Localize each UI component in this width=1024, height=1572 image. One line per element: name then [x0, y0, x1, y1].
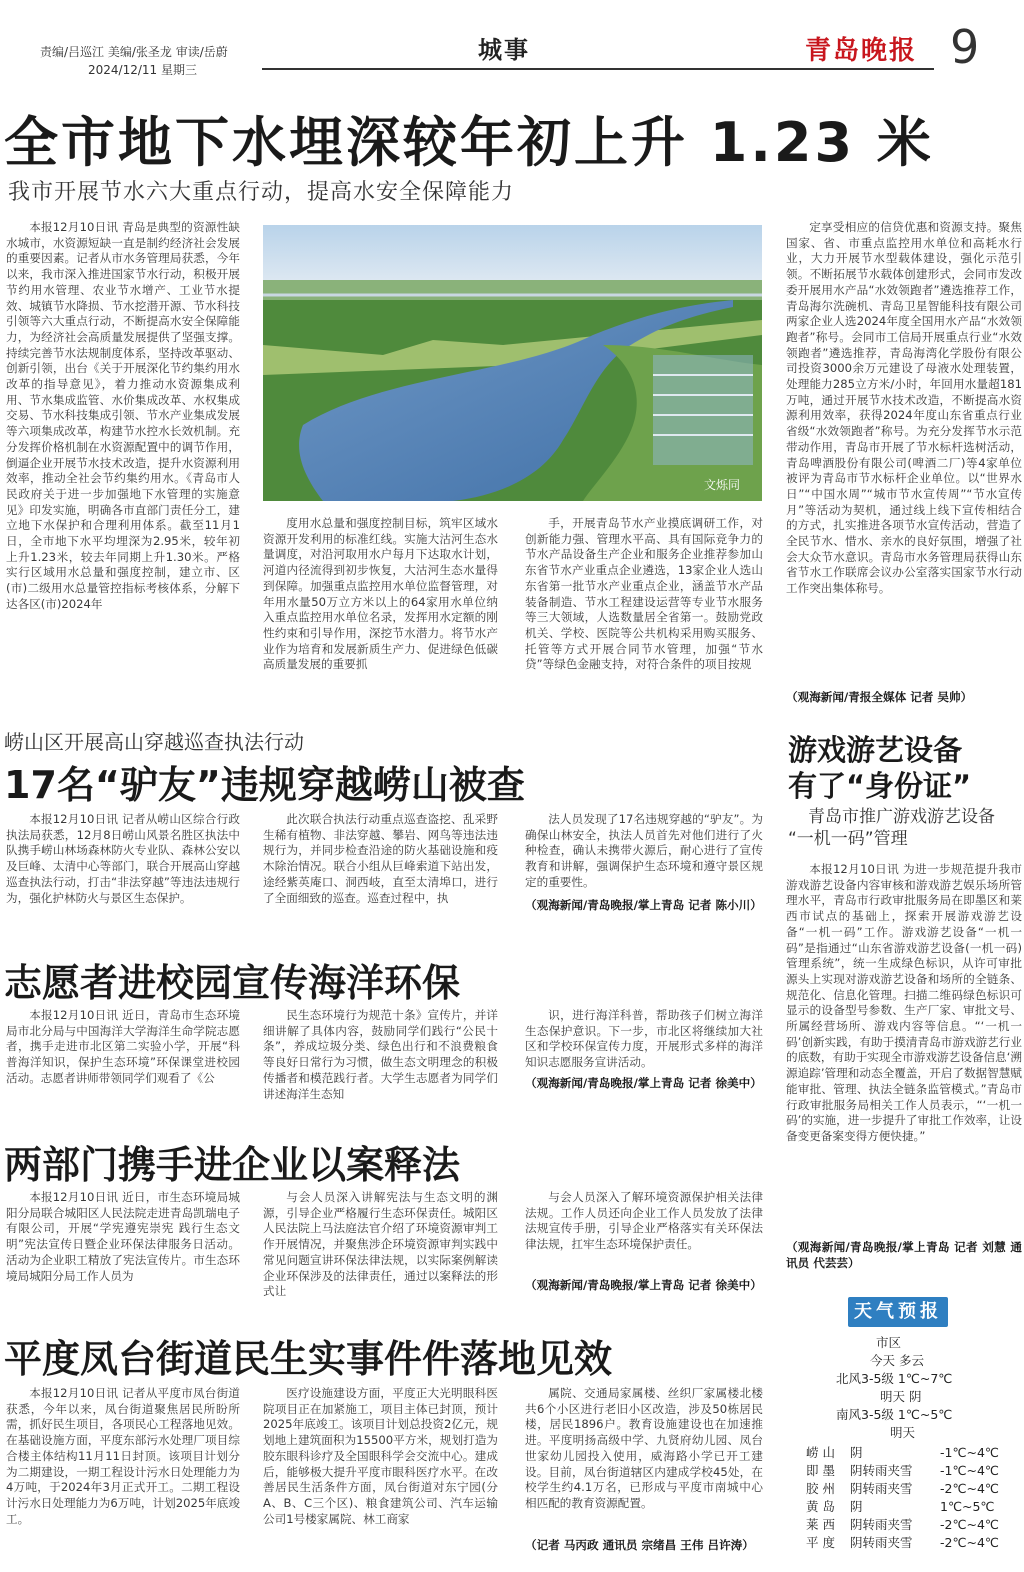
lead-column-2: 度用水总量和强度控制目标，筑牢区域水资源开发利用的标准红线。实施大沽河生态水量调度，对沿河取用水户每月下达取水计划，河道内径流得到初步恢复，大沽河生态水量得到保障。加强重点监控用水单位监督管理，对年用水量50万立方米以上的64家用水单位纳入重点监控用水单位名录，发挥用水定额的刚性约束和引导作用，深挖节水潜力。将节水产业作为培育和发展新质生产力、促进绿色低碳高质量发展的重要抓 [263, 516, 498, 672]
weather-city: 即 墨 [806, 1463, 835, 1478]
a5-headline: 平度凤台街道民生实事件件落地见效 [4, 1337, 613, 1381]
weather-city: 莱 西 [806, 1517, 835, 1532]
a4-byline: （观海新闻/青岛晚报/掌上青岛 记者 徐美中） [525, 1278, 762, 1292]
a5-byline: （记者 马丙政 通讯员 宗绪昌 王伟 吕许涛） [525, 1538, 754, 1552]
weather-tomorrow-2: 明天 [890, 1425, 916, 1440]
weather-table [806, 1444, 1020, 1552]
photo-credit: 文烁同 [703, 478, 740, 492]
a3-column-3: 识，进行海洋科普，帮助孩子们树立海洋生态保护意识。下一步，市北区将继续加大社区和学校环保宣传力度，开展形式多样的海洋知识志愿服务宣讲活动。 [525, 1008, 763, 1070]
river-photo-image [263, 225, 762, 501]
lead-headline: 全市地下水埋深较年初上升 1.23 米 [4, 111, 934, 174]
a6-headline-line1: 游戏游艺设备 [788, 733, 963, 767]
weather-condition: 阴 [850, 1499, 863, 1514]
weather-condition: 阴转雨夹雪 [850, 1535, 913, 1550]
a6-subtitle-line2: “一机一码”管理 [788, 829, 908, 849]
a2-headline: 17名“驴友”违规穿越崂山被查 [4, 763, 525, 807]
lead-column-3: 手，开展青岛节水产业摸底调研工作，对创新能力强、管理水平高、具有国际竞争力的节水产品设备生产企业和服务企业推荐参加山东省节水产业重点企业遴选，13家企业人选山东省第一批节水产业重点企业，涵盖节水产品装备制造、节水工程建设运营等专业节水服务等三大领域，人选数量居全省第一。鼓励党政机关、学校、医院等公共机构采用购买服务、托管等方式开展合同节水管理，加强“节水贷”等绿色金融支持，对符合条件的项目按规 [525, 516, 763, 672]
a5-column-1: 本报12月10日讯 记者从平度市凤台街道获悉，今年以来，凤台街道聚焦居民所盼所需，抓好民生项目，各项民心工程落地见效。在基础设施方面，平度东部污水处理厂项目综合楼主体结构11月11日封顶。该项目计划分为二期建设，一期工程设计污水日处理能力为4万吨，于2024年3月正式开工。二期工程设计污水日处理能力为6万吨，计划2025年底竣工。 [6, 1386, 240, 1526]
a6-body: 本报12月10日讯 为进一步规范提升我市游戏游艺设备内容审核和游戏游艺娱乐场所管理水平，青岛市行政审批服务局在即墨区和莱西市试点的基础上，探索开展游戏游艺设备“一机一码”工作。游戏游艺设备“一机一码”是指通过“山东省游戏游艺设备(一机一码)管理系统”，统一生成绿色标识，从许可审批源头上实现对游戏游艺设备和场所的全链条、规范化、信息化管理。扫描二维码绿色标识可显示的设备型号参数、生产厂家、审批文号、所属经营场所、游戏内容等信息。“‘一机一码’创新实践，有助于摸清青岛市游戏游艺行业的底数，有助于实现全市游戏游艺设备信息‘溯源追踪’管理和动态全覆盖，开启了数据智慧赋能审批、管理、执法全链条监管模式。”青岛市行政审批服务局相关工作人员表示，“‘一机一码’的实施，进一步提升了审批工作效率，让设备变更备案变得方便快捷。” [786, 862, 1022, 1143]
weather-city: 黄 岛 [806, 1499, 835, 1514]
editors-line: 责编/吕巡江 美编/张圣龙 审读/岳蔚 [40, 45, 228, 59]
a2-column-1: 本报12月10日讯 记者从崂山区综合行政执法局获悉，12月8日崂山风景名胜区执法中队携手崂山林场森林防火专业队、森林公安以及巨峰、太清中心等部门，联合开展高山穿越巡查执法行动，打击“非法穿越”等违法违规行为，强化护林防火与景区生态保护。 [6, 812, 240, 905]
a5-column-3: 属院、交通局家属楼、丝织厂家属楼北楼共6个小区进行老旧小区改造，涉及50栋居民楼，居民1896户。教育设施建设也在加速推进。平度明扬高级中学、九贤府幼儿园、凤台世家幼儿园投入使用，威海路小学已开工建设。目前，凤台街道辖区内建成学校45处，在校学生约4.1万名，已形成与平度市南城中心相匹配的教育资源配置。 [525, 1386, 763, 1510]
a6-headline-line2: 有了“身份证” [788, 769, 972, 803]
weather-condition: 阴转雨夹雪 [850, 1481, 913, 1496]
newspaper-logo: 青岛晚报 [805, 36, 918, 66]
weather-tomorrow-wind: 南风3-5级 1℃~5℃ [836, 1407, 953, 1422]
weather-row [806, 1444, 1020, 1462]
weather-row [806, 1480, 1020, 1498]
a4-column-1: 本报12月10日讯 近日，市生态环境局城阳分局联合城阳区人民法院走进青岛凯瑞电子有限公司，开展“学宪遵宪崇宪 践行生态文明”宪法宣传日暨企业环保法律服务日活动。活动为企业职工精放了宪法宣传片。市生态环境局城阳分局工作人员为 [6, 1190, 240, 1283]
a4-column-3: 与会人员深入了解环境资源保护相关法律法规。工作人员还向企业工作人员发放了法律法规宣传手册，引导企业严格落实有关环保法律法规，扛牢生态环境保护责任。 [525, 1190, 763, 1252]
a6-subtitle-line1: 青岛市推广游戏游艺设备 [808, 807, 995, 827]
weather-temp: 1℃~5℃ [940, 1499, 995, 1514]
lead-column-1: 本报12月10日讯 青岛是典型的资源性缺水城市，水资源短缺一直是制约经济社会发展的重要因素。记者从市水务管理局获悉，今年以来，我市深入推进国家节水行动，积极开展节约用水管理、农业节水增产、工业节水提效、城镇节水降损、节水挖潜开源、节水科技引领等六大重点行动，不断提高水安全保障能力，为经济社会高质量发展提供了坚强支撑。持续完善节水法规制度体系，坚持改革驱动、创新引领，出台《关于开展深化节约集约用水改革的指导意见》，着力推动水资源集成利用、节水集成监管、水价集成改革、水权集成交易、节水科技集成引领、节水产业集成发展等六项集成改革，构建节水控水长效机制。充分发挥价格机制在水资源配置中的调节作用，倒逼企业开展节水技术改造，提升水资源利用效率，推动全社会节约集约用水。《青岛市人民政府关于进一步加强地下水管理的实施意见》印发实施，明确各市直部门责任分工，建立地下水保护和合理利用体系。截至11月1日，全市地下水平均埋深为2.95米，较年初上升1.23米，较去年同期上升1.30米。严格实行区域用水总量和强度控制，建立市、区(市)二级用水总量管控指标考核体系，分解下达各区(市)2024年 [6, 220, 240, 611]
river-aerial-photo [263, 225, 762, 501]
a5-column-2: 医疗设施建设方面，平度正大光明眼科医院项目正在加紧施工，项目主体已封顶，预计2025年底竣工。该项目计划总投资2亿元，规划地上建筑面积为15500平方米，规划打造为胶东眼科诊疗及全国眼科学会交流中心。建成后，能够极大提升平度市眼科医疗水平。在改善居民生活条件方面，凤台街道对东宁园(分A、B、C三个区)、粮食建筑公司、汽车运输公司1号楼家属院、林工商家 [263, 1386, 498, 1526]
a2-kicker: 崂山区开展高山穿越巡查执法行动 [4, 730, 304, 754]
weather-tomorrow: 明天 阴 [880, 1389, 922, 1404]
weather-row [806, 1534, 1020, 1552]
a3-column-2: 民生态环境行为规范十条》宣传片，并详细讲解了具体内容，鼓励同学们践行“公民十条”，养成垃圾分类、绿色出行和不浪费粮食等良好日常行为习惯，做生态文明理念的积极传播者和模范践行者。大学生志愿者为同学们讲述海洋生态知 [263, 1008, 498, 1101]
a3-byline: （观海新闻/青岛晚报/掌上青岛 记者 徐美中） [525, 1076, 762, 1090]
header-rule [262, 68, 934, 70]
weather-row [806, 1462, 1020, 1480]
a2-column-3: 法人员发现了17名违规穿越的“驴友”。为确保山林安全，执法人员首先对他们进行了火种检查，确认未携带火源后，耐心进行了宣传教育和讲解，强调保护生态环境和遵守景区规定的重要性。 [525, 812, 763, 889]
weather-title: 天气预报 [848, 1297, 948, 1327]
a2-byline: （观海新闻/青岛晚报/掌上青岛 记者 陈小川） [525, 898, 762, 912]
weather-temp: -2℃~4℃ [940, 1481, 999, 1496]
lead-byline: （观海新闻/青报全媒体 记者 吴帅） [786, 690, 973, 704]
weather-city: 平 度 [806, 1535, 835, 1550]
weather-temp: -2℃~4℃ [940, 1517, 999, 1532]
weather-temp: -1℃~4℃ [940, 1445, 999, 1460]
a3-column-1: 本报12月10日讯 近日，青岛市生态环境局市北分局与中国海洋大学海洋生命学院志愿者，携手走进市北区第二实验小学，开展“科普海洋知识，保护生态环境”环保课堂进校园活动。志愿者讲师带领同学们观看了《公 [6, 1008, 240, 1085]
section-title: 城事 [478, 36, 530, 64]
weather-temp: -2℃~4℃ [940, 1535, 999, 1550]
weather-condition: 阴转雨夹雪 [850, 1517, 913, 1532]
weather-condition: 阴转雨夹雪 [850, 1463, 913, 1478]
page-number: 9 [950, 20, 980, 74]
weather-row [806, 1498, 1020, 1516]
weather-condition: 阴 [850, 1445, 863, 1460]
weather-city: 胶 州 [806, 1481, 835, 1496]
issue-date: 2024/12/11 星期三 [88, 63, 197, 77]
lead-subtitle: 我市开展节水六大重点行动，提高水安全保障能力 [8, 180, 515, 205]
weather-temp: -1℃~4℃ [940, 1463, 999, 1478]
a4-column-2: 与会人员深入讲解宪法与生态文明的渊源，引导企业严格履行生态环保责任。城阳区人民法院上马法庭法官介绍了环境资源审判工作开展情况，并聚焦涉企环境资源审判实践中常见问题宣讲环保法律法规，以实际案例解读企业环保涉及的法律责任，通过以案释法的形式让 [263, 1190, 498, 1299]
weather-today-wind: 北风3-5级 1℃~7℃ [836, 1371, 953, 1386]
weather-area: 市区 [876, 1335, 902, 1350]
a3-headline: 志愿者进校园宣传海洋环保 [4, 961, 461, 1005]
a4-headline: 两部门携手进企业以案释法 [4, 1143, 461, 1187]
lead-column-4: 定享受相应的信贷优惠和资源支持。聚焦国家、省、市重点监控用水单位和高耗水行业，大力开展节水型载体建设，强化示范引领。不断拓展节水载体创建形式，会同市发改委开展用水产品“水效领跑者”遴选推荐工作，青岛海尔洗碗机、青岛卫星智能科技有限公司两家企业人选2024年度全国用水产品“水效领跑者”称号。会同市工信局开展重点行业“水效领跑者”遴选推荐，青岛海湾化学股份有限公司投资3000余万元建设了母液水处理装置，处理能力285立方米/小时，年回用水量超181万吨，通过开展节水技术改造，不断提高水资源利用效率，获得2024年度山东省重点行业省级“水效领跑者”称号。为充分发挥节水示范带动作用，青岛市开展了节水标杆选树活动，青岛啤酒股份有限公司(啤酒二厂)等4家单位被评为青岛市节水标杆企业单位。以“世界水日”“中国水周”“城市节水宣传周”“节水宣传月”等活动为契机，通过线上线下宣传相结合的方式，扎实推进各项节水宣传活动，营造了全民节水、惜水、亲水的良好氛围，增强了社会大众节水意识。青岛市水务管理局获得山东省节水工作联席会议办公室落实国家节水行动工作突出集体称号。 [786, 220, 1022, 596]
a6-byline: （观海新闻/青岛晚报/掌上青岛 记者 刘慧 通讯员 代芸芸） [786, 1240, 1022, 1270]
a2-column-2: 此次联合执法行动重点巡查盗挖、乱采野生稀有植物、非法穿越、攀岩、网鸟等违法违规行为，并同步检查沿途的防火基础设施和疫木除治情况。联合小组从巨峰索道下站出发，途经紫英庵口、洞西岐，直至太清埠口，进行了全面细致的巡查。巡查过程中，执 [263, 812, 498, 905]
weather-row [806, 1516, 1020, 1534]
weather-city: 崂 山 [806, 1445, 835, 1460]
weather-today: 今天 多云 [870, 1353, 924, 1368]
